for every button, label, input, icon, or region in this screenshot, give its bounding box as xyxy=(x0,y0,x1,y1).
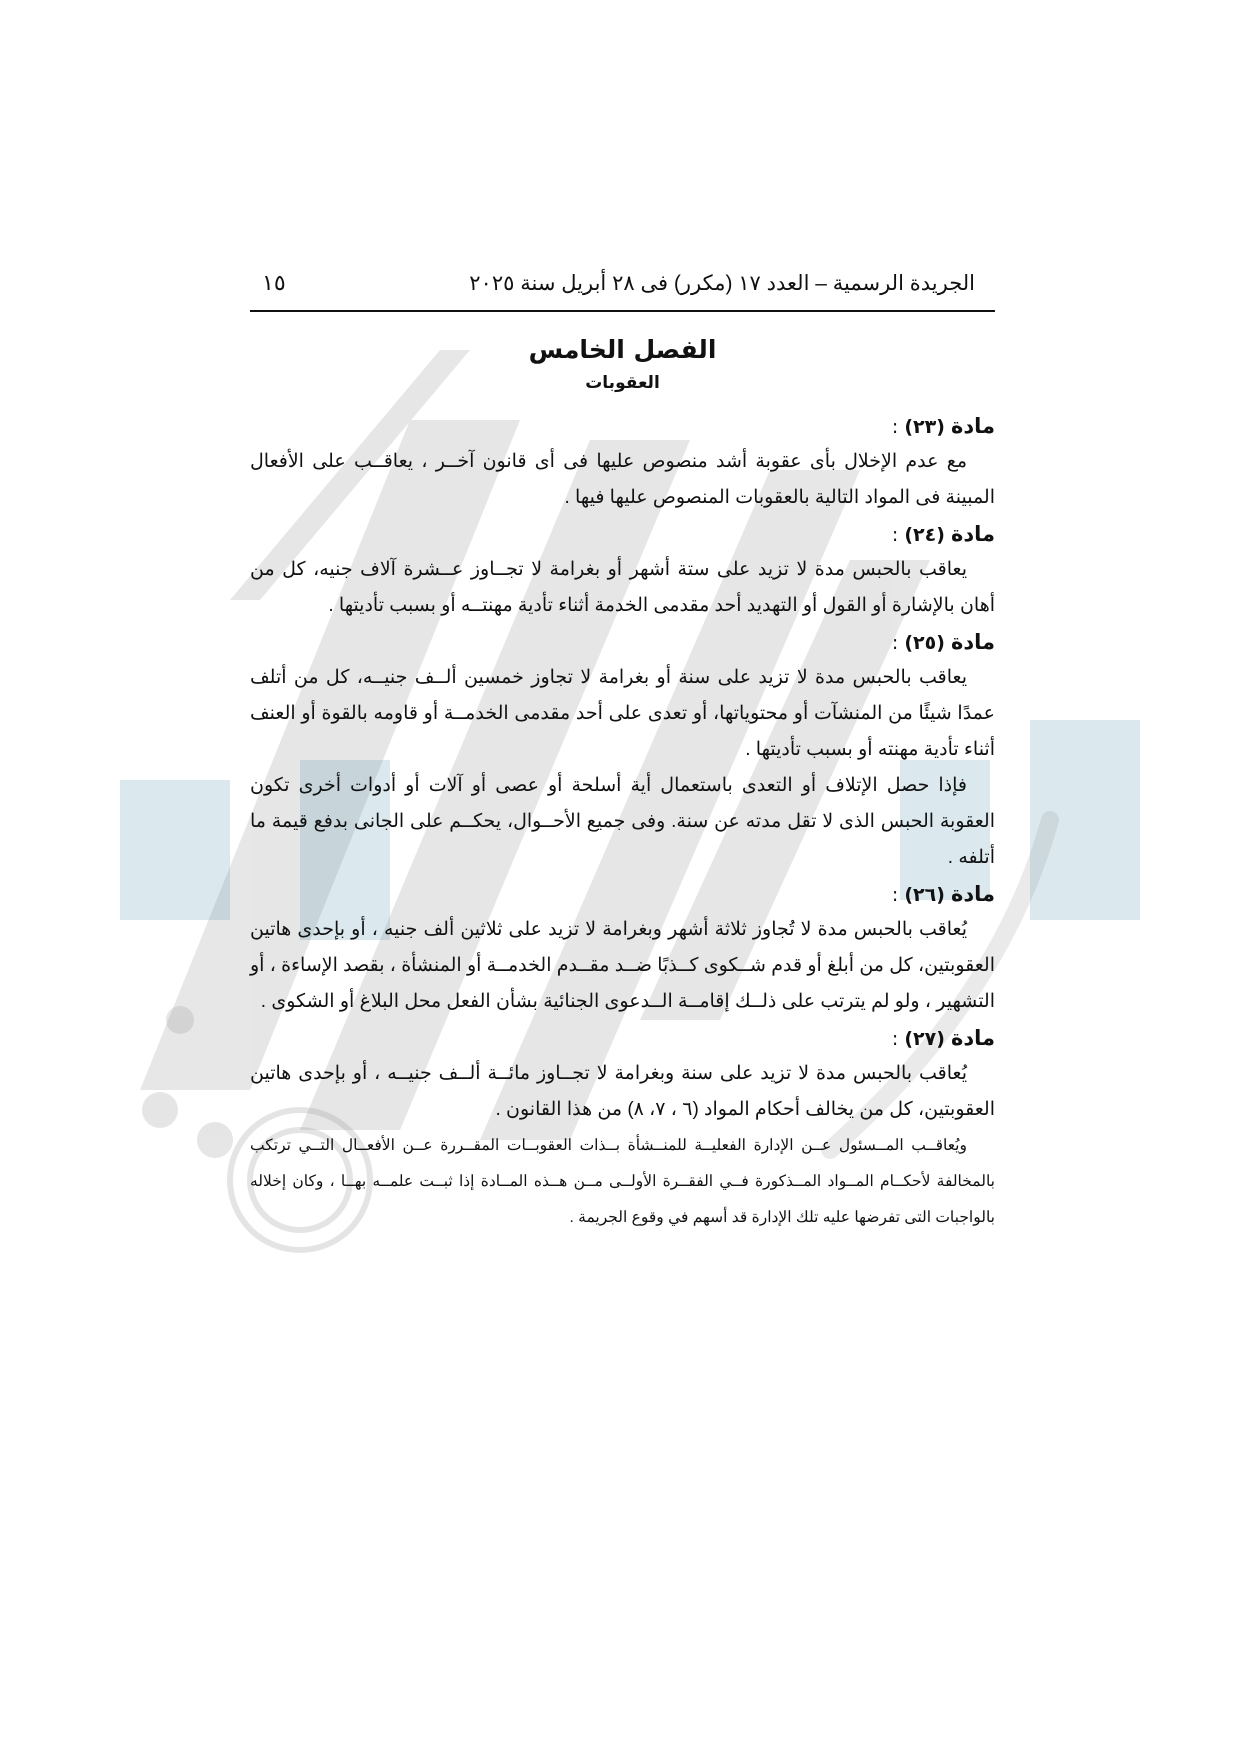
article-23 xyxy=(250,408,995,516)
article-paragraph: ويُعاقــب المــسئول عــن الإدارة الفعليــة للمنــشأة بــذات العقوبــات المقــررة عــن الأفعــال التــي ترتكب بالمخالفة لأحكــام المــواد المــذكورة فــي الفقــرة الأولــى مــن هــذه المــادة إذا ثبــت علمــه بهــا ، وكان إخلاله بالواجبات التى تفرضها عليه تلك الإدارة قد أسهم في وقوع الجريمة . xyxy=(250,1137,995,1226)
chapter-title: الفصل الخامس xyxy=(528,335,717,364)
article-word: مادة xyxy=(950,1026,995,1050)
article-number: (٢٤) xyxy=(904,524,945,546)
article-number: (٢٣) xyxy=(904,416,945,438)
article-colon: : xyxy=(891,884,899,906)
article-colon: : xyxy=(891,1028,899,1050)
article-heading xyxy=(250,516,995,552)
chapter-subtitle: العقوبات xyxy=(585,373,660,393)
article-colon: : xyxy=(891,416,899,438)
article-heading xyxy=(250,876,995,912)
article-25 xyxy=(250,624,995,876)
article-number: (٢٥) xyxy=(904,632,945,654)
article-paragraph: يُعاقب بالحبس مدة لا تزيد على سنة وبغرامة لا تجــاوز مائــة ألــف جنيــه ، أو بإحدى هاتين العقوبتين، كل من يخالف أحكام المواد (٦ ، ٧، ٨) من هذا القانون . xyxy=(250,1063,995,1120)
article-26 xyxy=(250,876,995,1020)
page-number: ١٥ xyxy=(262,270,286,295)
header-title: الجريدة الرسمية – العدد ١٧ (مكرر) فى ٢٨ أبريل سنة ٢٠٢٥ xyxy=(469,272,975,295)
article-colon: : xyxy=(891,524,899,546)
article-word: مادة xyxy=(950,630,995,654)
article-word: مادة xyxy=(950,882,995,906)
article-word: مادة xyxy=(950,414,995,438)
page-header xyxy=(250,270,995,312)
article-word: مادة xyxy=(950,522,995,546)
article-number: (٢٧) xyxy=(904,1028,945,1050)
article-27 xyxy=(250,1020,995,1236)
article-paragraph: مع عدم الإخلال بأى عقوبة أشد منصوص عليها فى أى قانون آخــر ، يعاقــب على الأفعال المبينة فى المواد التالية بالعقوبات المنصوص عليها فيها . xyxy=(250,451,995,508)
article-24 xyxy=(250,516,995,624)
document-page xyxy=(250,270,995,1236)
article-heading xyxy=(250,1020,995,1056)
article-number: (٢٦) xyxy=(904,884,945,906)
article-paragraph: يُعاقب بالحبس مدة لا تُجاوز ثلاثة أشهر وبغرامة لا تزيد على ثلاثين ألف جنيه ، أو بإحدى هاتين العقوبتين، كل من أبلغ أو قدم شــكوى كــذبًا ضــد مقــدم الخدمــة أو المنشأة ، بقصد الإساءة ، أو التشهير ، ولو لم يترتب على ذلــك إقامــة الــدعوى الجنائية بشأن الفعل محل البلاغ أو الشكوى . xyxy=(250,919,995,1012)
article-heading xyxy=(250,624,995,660)
article-paragraph: يعاقب بالحبس مدة لا تزيد على سنة أو بغرامة لا تجاوز خمسين ألــف جنيــه، كل من أتلف عمدًا شيئًا من المنشآت أو محتوياتها، أو تعدى على أحد مقدمى الخدمــة أو قاومه بالقوة أو العنف أثناء تأدية مهنته أو بسبب تأديتها . xyxy=(250,667,995,760)
article-paragraph: فإذا حصل الإتلاف أو التعدى باستعمال أية أسلحة أو عصى أو آلات أو أدوات أخرى تكون العقوبة الحبس الذى لا تقل مدته عن سنة. وفى جميع الأحــوال، يحكــم على الجانى بدفع قيمة ما أتلفه . xyxy=(250,775,995,868)
article-paragraph: يعاقب بالحبس مدة لا تزيد على ستة أشهر أو بغرامة لا تجــاوز عــشرة آلاف جنيه، كل من أهان بالإشارة أو القول أو التهديد أحد مقدمى الخدمة أثناء تأدية مهنتــه أو بسبب تأديتها . xyxy=(250,559,995,616)
article-heading xyxy=(250,408,995,444)
article-colon: : xyxy=(891,632,899,654)
